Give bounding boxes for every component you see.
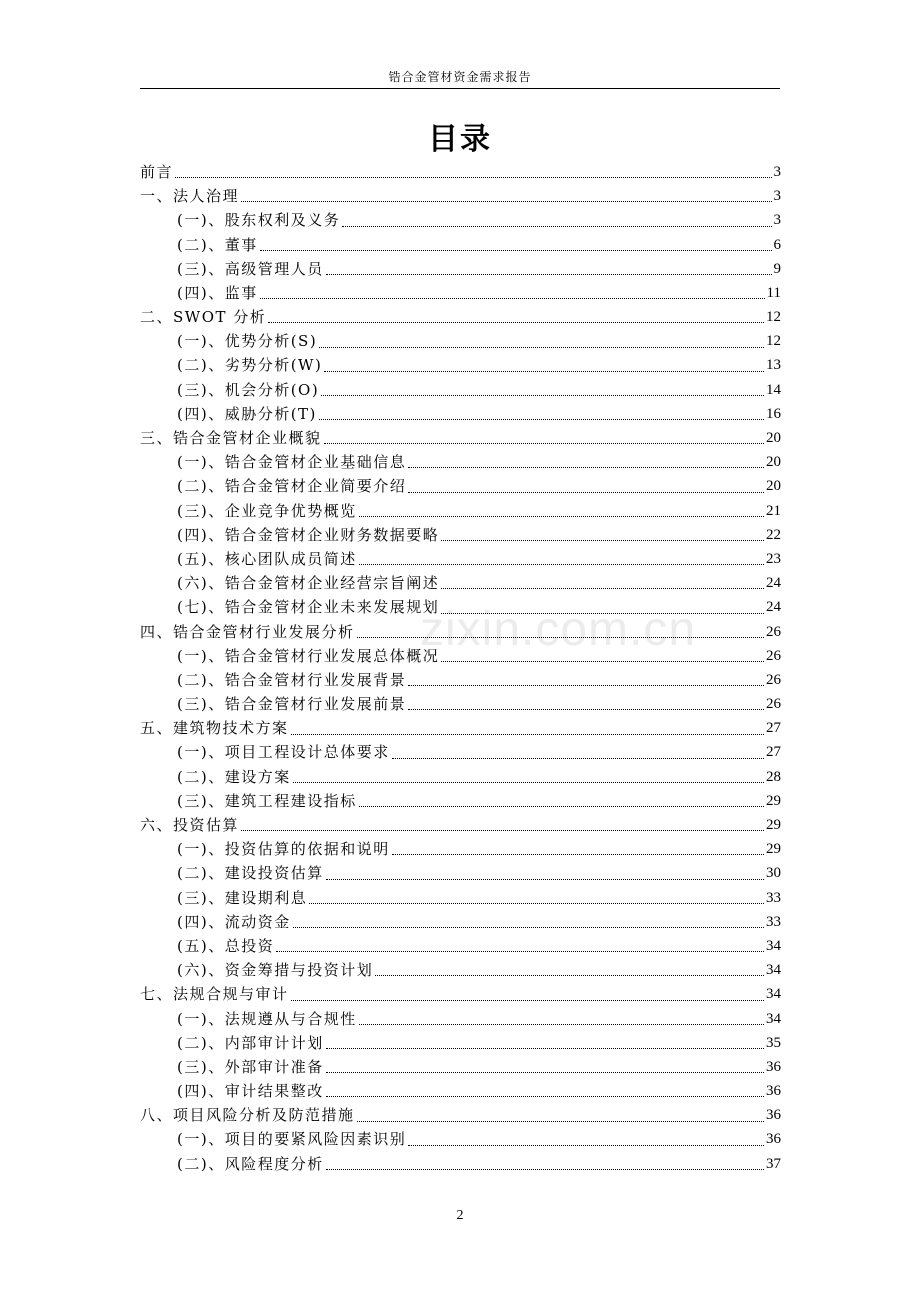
toc-entry-page: 27: [766, 744, 781, 761]
toc-dot-leader: [392, 854, 764, 855]
toc-entry-page: 21: [766, 502, 781, 519]
toc-entry-label: 八、项目风险分析及防范措施: [140, 1106, 355, 1125]
toc-dot-leader: [359, 806, 764, 807]
toc-entry-label: 五、建筑物技术方案: [140, 719, 289, 738]
toc-entry-chapter[interactable]: [140, 813, 781, 837]
toc-entry-label: (三)、外部审计准备: [177, 1057, 324, 1076]
toc-entry-page: 9: [773, 260, 781, 277]
toc-entry-chapter[interactable]: [140, 620, 781, 644]
toc-dot-leader: [392, 758, 764, 759]
toc-entry-page: 3: [773, 163, 781, 180]
toc-dot-leader: [408, 709, 764, 710]
toc-dot-leader: [408, 492, 764, 493]
toc-entry-section[interactable]: [140, 233, 781, 257]
toc-dot-leader: [291, 1000, 764, 1001]
toc-dot-leader: [326, 1048, 764, 1049]
toc-entry-page: 37: [766, 1155, 781, 1172]
toc-entry-section[interactable]: [140, 1152, 781, 1176]
toc-dot-leader: [326, 1169, 764, 1170]
toc-entry-page: 26: [766, 696, 781, 713]
toc-entry-page: 33: [766, 913, 781, 930]
toc-dot-leader: [268, 322, 764, 323]
toc-entry-page: 34: [766, 937, 781, 954]
toc-entry-label: 七、法规合规与审计: [140, 985, 289, 1004]
toc-entry-label: (三)、建筑工程建设指标: [177, 791, 357, 810]
table-of-contents: [140, 160, 781, 1176]
toc-entry-page: 12: [766, 309, 781, 326]
toc-entry-page: 36: [766, 1058, 781, 1075]
toc-dot-leader: [324, 443, 764, 444]
toc-dot-leader: [408, 1145, 764, 1146]
toc-entry-section[interactable]: [140, 450, 781, 474]
toc-entry-section[interactable]: [140, 1007, 781, 1031]
toc-entry-label: (二)、风险程度分析: [177, 1154, 324, 1173]
toc-entry-label: 二、SWOT 分析: [140, 308, 267, 327]
toc-dot-leader: [357, 1121, 764, 1122]
toc-entry-section[interactable]: [140, 329, 781, 353]
toc-entry-page: 22: [766, 526, 781, 543]
toc-dot-leader: [260, 298, 765, 299]
toc-entry-page: 36: [766, 1083, 781, 1100]
toc-entry-page: 30: [766, 865, 781, 882]
toc-entry-page: 26: [766, 647, 781, 664]
toc-entry-label: (三)、建设期利息: [177, 888, 308, 907]
toc-entry-page: 34: [766, 986, 781, 1003]
toc-entry-label: (三)、高级管理人员: [177, 259, 324, 278]
toc-entry-chapter[interactable]: [140, 160, 781, 184]
watermark: zixin.com.cn: [420, 603, 697, 656]
toc-dot-leader: [342, 226, 771, 227]
toc-dot-leader: [441, 661, 764, 662]
toc-dot-leader: [276, 951, 764, 952]
toc-dot-leader: [326, 274, 772, 275]
toc-entry-page: 36: [766, 1107, 781, 1124]
toc-entry-page: 20: [766, 454, 781, 471]
toc-entry-section[interactable]: [140, 257, 781, 281]
toc-entry-label: (二)、建设方案: [177, 767, 291, 786]
toc-dot-leader: [293, 927, 764, 928]
toc-entry-section[interactable]: [140, 378, 781, 402]
toc-entry-section[interactable]: [140, 958, 781, 982]
toc-entry-section[interactable]: [140, 765, 781, 789]
page-number: 2: [456, 1208, 464, 1223]
toc-entry-label: (一)、股东权利及义务: [177, 211, 341, 230]
toc-entry-section[interactable]: [140, 886, 781, 910]
toc-entry-section[interactable]: [140, 861, 781, 885]
toc-entry-page: 6: [773, 236, 781, 253]
toc-entry-section[interactable]: [140, 1055, 781, 1079]
toc-entry-section[interactable]: [140, 208, 781, 232]
toc-entry-section[interactable]: [140, 644, 781, 668]
toc-entry-label: (二)、内部审计计划: [177, 1033, 324, 1052]
toc-entry-chapter[interactable]: [140, 426, 781, 450]
toc-entry-page: 29: [766, 817, 781, 834]
toc-entry-page: 11: [766, 284, 781, 301]
toc-dot-leader: [441, 588, 764, 589]
toc-entry-label: (五)、总投资: [177, 936, 275, 955]
toc-dot-leader: [175, 177, 771, 178]
toc-title: 目录: [428, 122, 492, 157]
toc-entry-page: 28: [766, 768, 781, 785]
toc-entry-section[interactable]: [140, 474, 781, 498]
toc-entry-label: (一)、法规遵从与合规性: [177, 1009, 357, 1028]
toc-entry-page: 34: [766, 962, 781, 979]
toc-entry-page: 3: [773, 188, 781, 205]
toc-entry-page: 23: [766, 550, 781, 567]
toc-entry-page: 36: [766, 1131, 781, 1148]
toc-dot-leader: [357, 637, 764, 638]
toc-entry-label: (一)、锆合金管材行业发展总体概况: [177, 646, 440, 665]
toc-entry-label: (七)、锆合金管材企业未来发展规划: [177, 598, 440, 617]
toc-dot-leader: [408, 685, 764, 686]
toc-entry-section[interactable]: [140, 499, 781, 523]
toc-entry-label: (六)、锆合金管材企业经营宗旨阐述: [177, 574, 440, 593]
toc-entry-page: 24: [766, 575, 781, 592]
toc-dot-leader: [241, 830, 764, 831]
toc-entry-label: (二)、锆合金管材企业简要介绍: [177, 477, 407, 496]
toc-entry-section[interactable]: [140, 1031, 781, 1055]
toc-entry-page: 24: [766, 599, 781, 616]
toc-entry-label: (一)、优势分析(S): [177, 332, 318, 351]
toc-entry-label: 六、投资估算: [140, 816, 240, 835]
toc-entry-label: (五)、核心团队成员简述: [177, 549, 357, 568]
toc-dot-leader: [293, 782, 764, 783]
toc-entry-section[interactable]: [140, 692, 781, 716]
toc-entry-page: 29: [766, 792, 781, 809]
toc-dot-leader: [319, 419, 764, 420]
toc-dot-leader: [375, 975, 764, 976]
toc-entry-label: (三)、机会分析(O): [177, 380, 320, 399]
toc-entry-label: (二)、锆合金管材行业发展背景: [177, 670, 407, 689]
toc-entry-label: 三、锆合金管材企业概貌: [140, 429, 322, 448]
toc-entry-section[interactable]: [140, 910, 781, 934]
toc-entry-label: 四、锆合金管材行业发展分析: [140, 622, 355, 641]
toc-entry-label: (二)、劣势分析(W): [177, 356, 323, 375]
running-header: 锆合金管材资金需求报告: [388, 70, 532, 84]
toc-dot-leader: [359, 516, 764, 517]
toc-entry-section[interactable]: [140, 523, 781, 547]
toc-entry-label: (一)、锆合金管材企业基础信息: [177, 453, 407, 472]
toc-entry-label: (四)、监事: [177, 283, 258, 302]
toc-entry-label: (六)、资金筹措与投资计划: [177, 961, 374, 980]
toc-entry-section[interactable]: [140, 1128, 781, 1152]
toc-dot-leader: [326, 1096, 764, 1097]
toc-entry-section[interactable]: [140, 934, 781, 958]
toc-entry-page: 13: [766, 357, 781, 374]
toc-entry-page: 16: [766, 405, 781, 422]
toc-entry-section[interactable]: [140, 402, 781, 426]
toc-entry-label: (四)、流动资金: [177, 912, 291, 931]
toc-entry-section[interactable]: [140, 741, 781, 765]
toc-entry-page: 20: [766, 478, 781, 495]
toc-entry-label: 前言: [140, 162, 174, 181]
toc-entry-page: 20: [766, 430, 781, 447]
toc-entry-section[interactable]: [140, 837, 781, 861]
toc-entry-section[interactable]: [140, 281, 781, 305]
toc-entry-section[interactable]: [140, 789, 781, 813]
toc-entry-chapter[interactable]: [140, 982, 781, 1006]
toc-entry-page: 33: [766, 889, 781, 906]
toc-entry-section[interactable]: [140, 595, 781, 619]
toc-entry-label: (四)、审计结果整改: [177, 1082, 324, 1101]
toc-entry-section[interactable]: [140, 668, 781, 692]
toc-entry-chapter[interactable]: [140, 716, 781, 740]
toc-dot-leader: [359, 564, 764, 565]
toc-entry-page: 3: [773, 212, 781, 229]
toc-entry-section[interactable]: [140, 571, 781, 595]
toc-entry-page: 26: [766, 623, 781, 640]
toc-entry-page: 29: [766, 841, 781, 858]
toc-entry-page: 14: [766, 381, 781, 398]
toc-dot-leader: [319, 347, 764, 348]
toc-entry-label: (三)、锆合金管材行业发展前景: [177, 695, 407, 714]
toc-entry-chapter[interactable]: [140, 184, 781, 208]
toc-entry-label: (一)、投资估算的依据和说明: [177, 840, 390, 859]
toc-dot-leader: [326, 1072, 764, 1073]
toc-dot-leader: [321, 395, 764, 396]
toc-dot-leader: [408, 467, 764, 468]
toc-dot-leader: [291, 734, 764, 735]
toc-entry-page: 35: [766, 1034, 781, 1051]
toc-entry-label: 一、法人治理: [140, 187, 240, 206]
toc-entry-label: (二)、建设投资估算: [177, 864, 324, 883]
header-rule: [140, 88, 780, 89]
toc-entry-page: 26: [766, 671, 781, 688]
toc-entry-section[interactable]: [140, 1079, 781, 1103]
toc-dot-leader: [441, 613, 764, 614]
toc-entry-label: (四)、威胁分析(T): [177, 404, 317, 423]
toc-entry-label: (二)、董事: [177, 235, 258, 254]
toc-entry-page: 12: [766, 333, 781, 350]
toc-entry-label: (一)、项目工程设计总体要求: [177, 743, 390, 762]
toc-dot-leader: [326, 879, 764, 880]
toc-dot-leader: [260, 250, 772, 251]
toc-dot-leader: [359, 1024, 764, 1025]
toc-entry-page: 34: [766, 1010, 781, 1027]
toc-entry-label: (一)、项目的要紧风险因素识别: [177, 1130, 407, 1149]
toc-entry-section[interactable]: [140, 547, 781, 571]
toc-dot-leader: [441, 540, 764, 541]
toc-entry-label: (三)、企业竞争优势概览: [177, 501, 357, 520]
toc-entry-chapter[interactable]: [140, 1103, 781, 1127]
toc-entry-page: 27: [766, 720, 781, 737]
toc-dot-leader: [241, 201, 771, 202]
toc-dot-leader: [324, 371, 764, 372]
toc-entry-chapter[interactable]: [140, 305, 781, 329]
toc-dot-leader: [309, 903, 764, 904]
toc-entry-label: (四)、锆合金管材企业财务数据要略: [177, 525, 440, 544]
toc-entry-section[interactable]: [140, 354, 781, 378]
